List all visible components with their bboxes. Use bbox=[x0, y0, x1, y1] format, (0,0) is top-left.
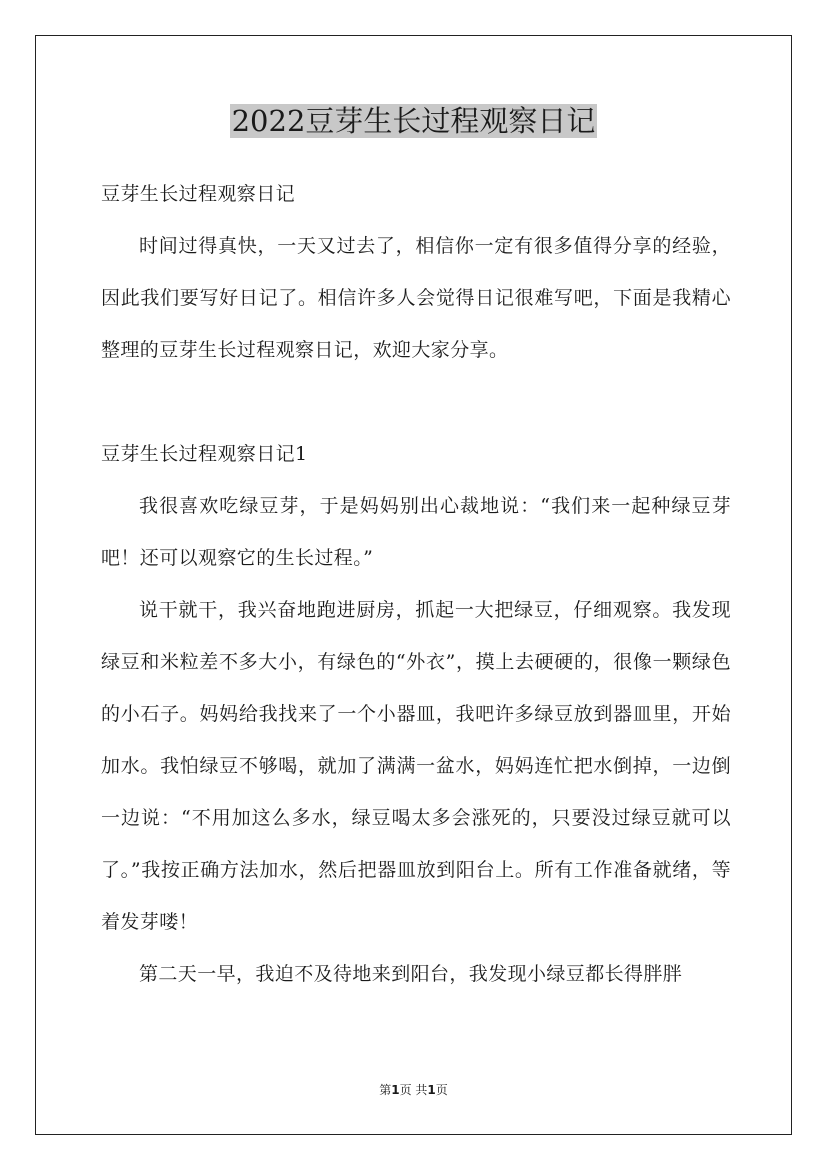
footer-label: 页 共 bbox=[399, 1083, 428, 1097]
diary-paragraph: 我很喜欢吃绿豆芽，于是妈妈别出心裁地说：“我们来一起种绿豆芽吧！还可以观察它的生长过程。” bbox=[101, 495, 731, 569]
footer-suffix: 页 bbox=[435, 1083, 448, 1097]
current-page-number: 1 bbox=[391, 1083, 400, 1097]
diary-paragraph: 说干就干，我兴奋地跑进厨房，抓起一大把绿豆，仔细观察。我发现绿豆和米粒差不多大小，有绿色的“外衣”，摸上去硬硬的，很像一颗绿色的小石子。妈妈给我找来了一个小器皿，我吧许多绿豆放到器皿里，开始加水。我怕绿豆不够喝，就加了满满一盆水，妈妈连忙把水倒掉，一边倒一边说：“不用加这么多水，绿豆喝太多会涨死的，只要没过绿豆就可以了。”我按正确方法加水，然后把器皿放到阳台上。所有工作准备就绪，等着发芽喽！ bbox=[101, 599, 731, 933]
document-body bbox=[101, 168, 731, 1000]
section-heading-intro: 豆芽生长过程观察日记 bbox=[101, 183, 296, 205]
document-title-text: 2022豆芽生长过程观察日记 bbox=[231, 104, 596, 138]
document-title bbox=[0, 97, 827, 145]
diary-paragraph: 第二天一早，我迫不及待地来到阳台，我发现小绿豆都长得胖胖 bbox=[139, 963, 683, 985]
section-heading-diary-1: 豆芽生长过程观察日记1 bbox=[101, 443, 308, 465]
page-number-footer bbox=[0, 1080, 827, 1100]
intro-paragraph: 时间过得真快，一天又过去了，相信你一定有很多值得分享的经验，因此我们要写好日记了。相信许多人会觉得日记很难写吧，下面是我精心整理的豆芽生长过程观察日记，欢迎大家分享。 bbox=[101, 235, 731, 361]
total-page-number: 1 bbox=[427, 1083, 436, 1097]
footer-prefix: 第 bbox=[379, 1083, 392, 1097]
blank-line bbox=[101, 376, 731, 428]
